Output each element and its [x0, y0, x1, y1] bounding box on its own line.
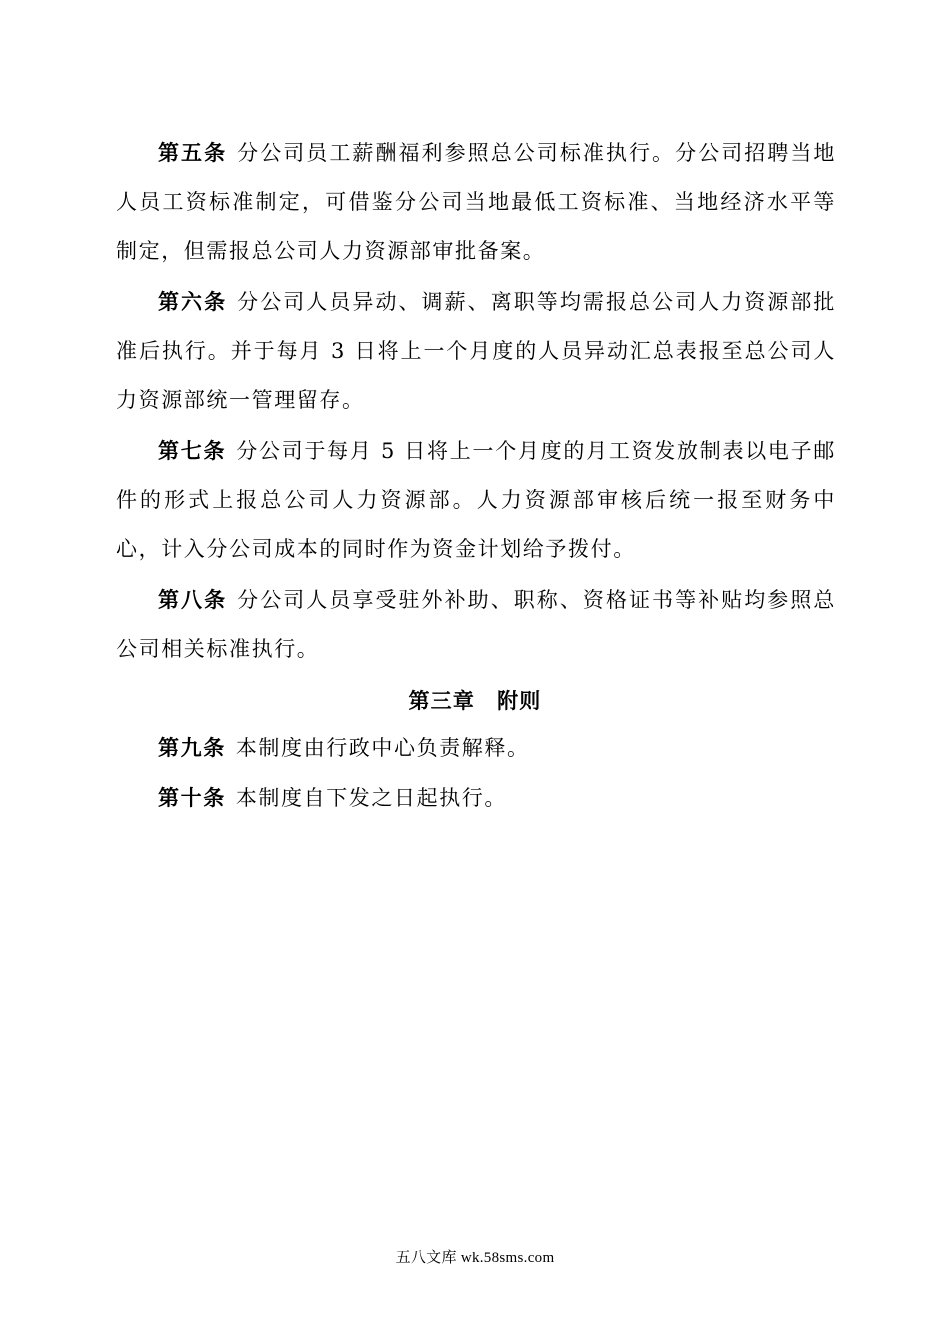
article-title: 第五条: [158, 140, 228, 165]
article-text: 本制度自下发之日起执行。: [235, 786, 508, 810]
article-title: 第九条: [158, 735, 226, 760]
article-text: 本制度由行政中心负责解释。: [235, 736, 530, 760]
article-title: 第七条: [158, 438, 227, 463]
footer-watermark: 五八文库 wk.58sms.com: [395, 1250, 555, 1266]
article-text: 分公司员工薪酬福利参照总公司标准执行。分公司招聘当地人员工资标准制定，可借鉴分公司当地最低工资标准、当地经济水平等制定，但需报总公司人力资源部审批备案。: [116, 141, 836, 263]
article-text: 分公司人员享受驻外补助、职称、资格证书等补贴均参照总公司相关标准执行。: [116, 588, 836, 661]
article-5: [116, 128, 836, 276]
chapter-heading: [0, 685, 950, 715]
article-10: [116, 773, 836, 823]
article-8: [116, 575, 836, 674]
chapter-number: 第三章: [408, 688, 476, 713]
article-text: 分公司人员异动、调薪、离职等均需报总公司人力资源部批准后执行。并于每月 3 日将上一个月度的人员异动汇总表报至总公司人力资源部统一管理留存。: [116, 290, 836, 412]
article-6: [116, 277, 836, 425]
article-9: [116, 723, 836, 773]
article-7: [116, 426, 836, 574]
article-title: 第六条: [158, 289, 228, 314]
article-title: 第十条: [158, 785, 226, 810]
chapter-name: 附则: [497, 688, 542, 713]
article-text: 分公司于每月 5 日将上一个月度的月工资发放制表以电子邮件的形式上报总公司人力资源部。人力资源部审核后统一报至财务中心，计入分公司成本的同时作为资金计划给予拨付。: [116, 439, 836, 561]
article-title: 第八条: [158, 587, 228, 612]
